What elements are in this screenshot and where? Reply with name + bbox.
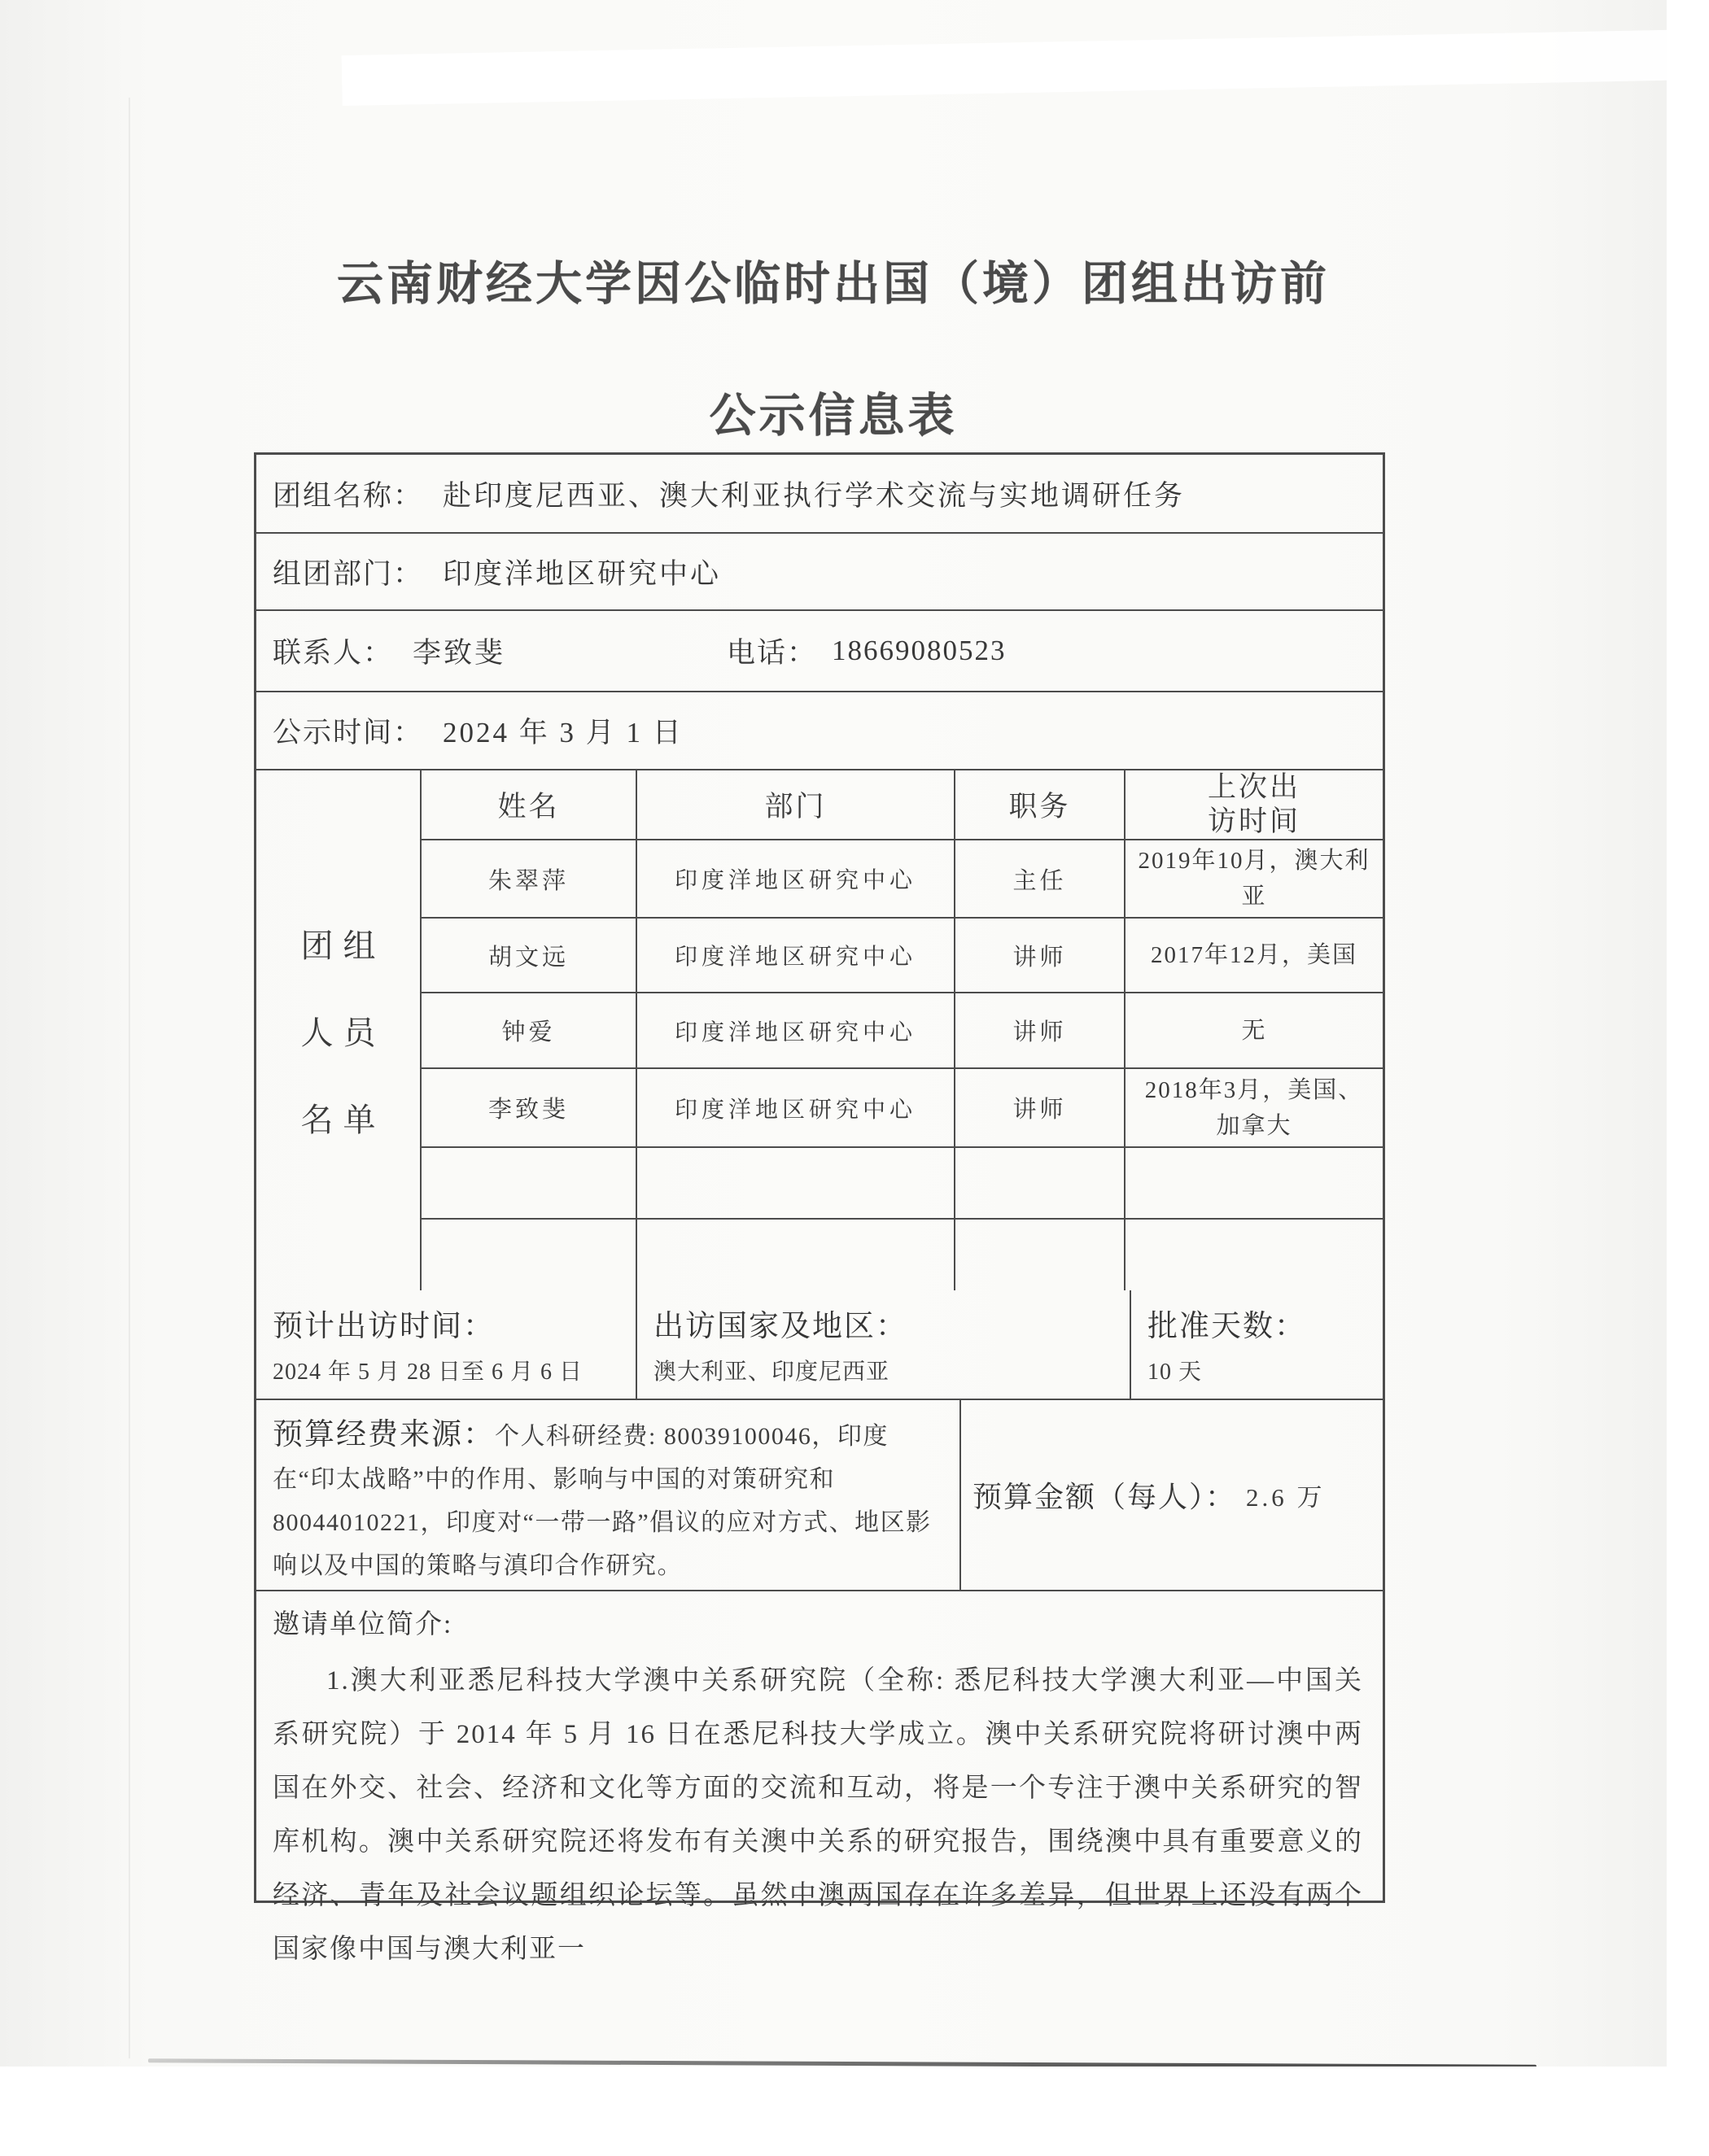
- inviting-organization-heading: 邀请单位简介:: [273, 1610, 453, 1639]
- personnel-cell-department: 印度洋地区研究中心: [636, 918, 955, 993]
- personnel-row-empty: [256, 1147, 1383, 1219]
- visit-countries-cell: [637, 1290, 1131, 1399]
- personnel-cell-position: 讲师: [955, 918, 1125, 993]
- personnel-row: [256, 993, 1383, 1068]
- personnel-cell-name: 钟爱: [421, 993, 636, 1068]
- organizing-department-value: 印度洋地区研究中心: [443, 557, 722, 590]
- personnel-side-label: [256, 920, 420, 1141]
- public-notice-form-table: [254, 452, 1385, 1964]
- contact-label: 联系人：: [273, 637, 394, 669]
- document-title-line1: 云南财经大学因公临时出国（境）团组出访前: [337, 258, 1330, 310]
- scan-top-edge-artifact: [342, 29, 1709, 106]
- personnel-cell-department: 印度洋地区研究中心: [636, 993, 955, 1068]
- personnel-cell-name: 胡文远: [421, 918, 636, 993]
- header-last-visit-line2: 访时间: [1207, 805, 1300, 837]
- approved-days-value: 10 天: [1147, 1360, 1203, 1385]
- expected-visit-time-label: 预计出访时间：: [273, 1310, 495, 1343]
- approved-days-cell: [1131, 1290, 1383, 1399]
- budget-amount-label: 预算金额（每人）：: [973, 1481, 1237, 1513]
- publicity-date-label: 公示时间：: [273, 717, 424, 748]
- header-last-visit: [1125, 770, 1383, 840]
- personnel-cell-position: 讲师: [955, 1068, 1125, 1147]
- budget-source-cell: [256, 1400, 961, 1590]
- header-name: 姓名: [421, 770, 636, 840]
- personnel-cell-name: 朱翠萍: [421, 840, 636, 918]
- side-label-line1: 团组: [300, 927, 386, 964]
- personnel-cell-last-visit: 2017年12月，美国: [1125, 918, 1383, 993]
- approved-days-label: 批准天数：: [1147, 1310, 1306, 1343]
- personnel-cell-position: [955, 1147, 1125, 1219]
- publicity-date-row: [256, 692, 1383, 770]
- budget-amount-value: 2.6 万: [1246, 1483, 1326, 1512]
- personnel-header-row: [256, 770, 1383, 840]
- personnel-cell-last-visit: [1125, 1147, 1383, 1219]
- organizing-department-label: 组团部门：: [273, 557, 424, 590]
- personnel-cell-last-visit: 2018年3月，美国、加拿大: [1125, 1068, 1383, 1147]
- visit-schedule-row: [256, 1290, 1383, 1400]
- delegation-personnel-table: [256, 770, 1383, 1290]
- side-label-line3: 名单: [300, 1102, 386, 1138]
- phone-value: 18669080523: [832, 635, 1007, 666]
- header-department: 部门: [636, 770, 955, 840]
- personnel-cell-department: [636, 1147, 955, 1219]
- document-title: [0, 247, 1667, 445]
- personnel-cell-last-visit: [1125, 1219, 1383, 1290]
- personnel-side-label-cell: [256, 770, 421, 1290]
- expected-visit-time-cell: [256, 1290, 637, 1399]
- organizing-department-row: [256, 534, 1383, 611]
- personnel-cell-position: 讲师: [955, 993, 1125, 1068]
- visit-countries-value: 澳大利亚、印度尼西亚: [653, 1360, 890, 1385]
- inviting-organization-section: [256, 1591, 1383, 1964]
- personnel-cell-position: 主任: [955, 840, 1125, 918]
- budget-source-value: 个人科研经费: 80039100046，印度在“印太战略”中的作用、影响与中国的对策研究和80044010221，印度对“一带一路”倡议的应对方式、地区影响以及中国的策略与滇印合作研究。: [273, 1423, 932, 1579]
- publicity-date-value: 2024 年 3 月 1 日: [443, 717, 684, 748]
- personnel-row: [256, 840, 1383, 918]
- personnel-cell-last-visit: 无: [1125, 993, 1383, 1068]
- phone-label: 电话：: [727, 637, 818, 669]
- personnel-cell-department: [636, 1219, 955, 1290]
- phone-group: [727, 611, 1007, 691]
- personnel-cell-position: [955, 1219, 1125, 1290]
- visit-countries-label: 出访国家及地区：: [653, 1310, 907, 1343]
- personnel-row-empty: [256, 1219, 1383, 1290]
- personnel-cell-name: [421, 1147, 636, 1219]
- personnel-cell-last-visit: 2019年10月，澳大利亚: [1125, 840, 1383, 918]
- side-label-line2: 人员: [300, 1015, 386, 1051]
- group-name-row: [256, 455, 1383, 534]
- personnel-cell-department: 印度洋地区研究中心: [636, 1068, 955, 1147]
- personnel-row: [256, 1068, 1383, 1147]
- contact-value: 李致斐: [413, 637, 506, 669]
- personnel-row: [256, 918, 1383, 993]
- header-last-visit-line1: 上次出: [1207, 771, 1300, 803]
- budget-source-label: 预算经费来源：: [273, 1418, 495, 1451]
- budget-amount-cell: [961, 1400, 1383, 1590]
- group-name-value: 赴印度尼西亚、澳大利亚执行学术交流与实地调研任务: [443, 479, 1186, 512]
- personnel-cell-name: [421, 1219, 636, 1290]
- header-position: 职务: [955, 770, 1125, 840]
- personnel-cell-name: 李致斐: [421, 1068, 636, 1147]
- scanner-background: [0, 2067, 1667, 2156]
- personnel-cell-department: 印度洋地区研究中心: [636, 840, 955, 918]
- contact-row: [256, 611, 1383, 692]
- document-title-line2: 公示信息表: [709, 390, 958, 442]
- inviting-organization-paragraph: 1.澳大利亚悉尼科技大学澳中关系研究院（全称: 悉尼科技大学澳大利亚—中国关系研究院）于 2014 年 5 月 16 日在悉尼科技大学成立。澳中关系研究院将研讨澳中两国在外交、社会、经济和文化等方面的交流和互动，将是一个专注于澳中关系研究的智库机构。澳中关系研究院还将发布有关澳中关系的研究报告，围绕澳中具有重要意义的经济、青年及社会议题组织论坛等。虽然中澳两国存在许多差异，但世界上还没有两个国家像中国与澳大利亚一: [273, 1666, 1363, 1964]
- budget-row: [256, 1400, 1383, 1591]
- group-name-label: 团组名称：: [273, 479, 424, 512]
- expected-visit-time-value: 2024 年 5 月 28 日至 6 月 6 日: [273, 1360, 584, 1385]
